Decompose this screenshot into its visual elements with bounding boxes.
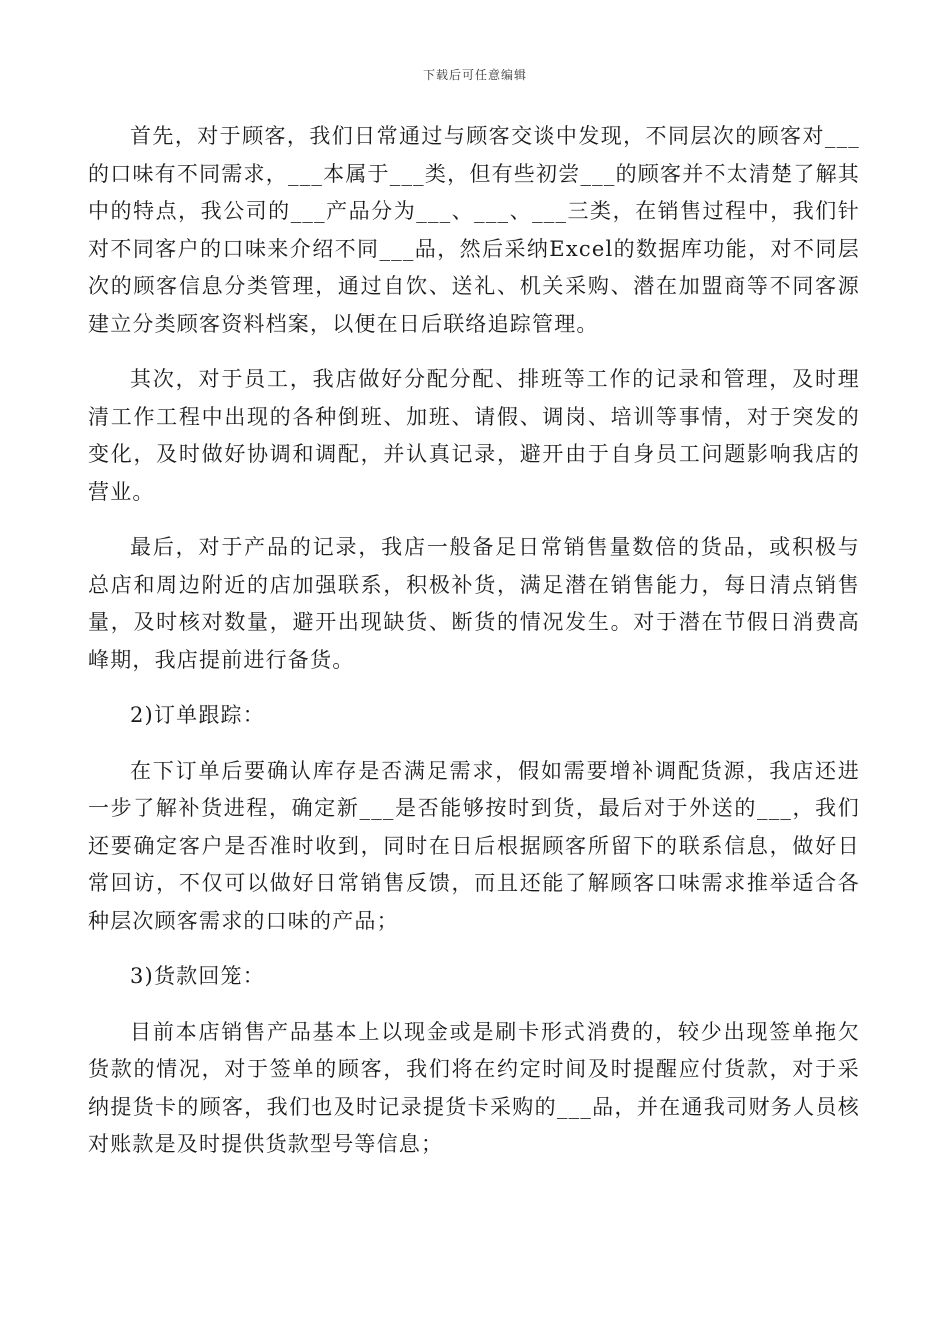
paragraph-customers: 首先，对于顾客，我们日常通过与顾客交谈中发现，不同层次的顾客对___的口味有不同需求，___本属于___类，但有些初尝___的顾客并不太清楚了解其中的特点，我公司的___产品分为___、___、___三类，在销售过程中，我们针对不同客户的口味来介绍不同___品，然后采纳Excel的数据库功能，对不同层次的顾客信息分类管理，通过自饮、送礼、机关采购、潜在加盟商等不同客源建立分类顾客资料档案，以便在日后联络追踪管理。 xyxy=(88,124,860,336)
section-heading-order-tracking: 2)订单跟踪： xyxy=(130,703,265,727)
section-heading-payment-collection: 3)货款回笼： xyxy=(130,964,265,988)
paragraph-order-tracking: 在下订单后要确认库存是否满足需求，假如需要增补调配货源，我店还进一步了解补货进程，确定新___是否能够按时到货，最后对于外送的___，我们还要确定客户是否准时收到，同时在日后根据顾客所留下的联系信息，做好日常回访，不仅可以做好日常销售反馈，而且还能了解顾客口味需求推举适合各种层次顾客需求的口味的产品； xyxy=(88,758,860,933)
paragraph-products: 最后，对于产品的记录，我店一般备足日常销售量数倍的货品，或积极与总店和周边附近的店加强联系，积极补货，满足潜在销售能力，每日清点销售量，及时核对数量，避开出现缺货、断货的情况发生。对于潜在节假日消费高峰期，我店提前进行备货。 xyxy=(88,535,860,672)
paragraph-employees: 其次，对于员工，我店做好分配分配、排班等工作的记录和管理，及时理清工作工程中出现的各种倒班、加班、请假、调岗、培训等事情，对于突发的变化，及时做好协调和调配，并认真记录，避开由于自身员工问题影响我店的营业。 xyxy=(88,367,860,504)
header-note: 下载后可任意编辑 xyxy=(422,68,527,82)
document-body xyxy=(88,118,860,1164)
paragraph-payment-collection: 目前本店销售产品基本上以现金或是刷卡形式消费的，较少出现签单拖欠货款的情况，对于签单的顾客，我们将在约定时间及时提醒应付货款，对于采纳提货卡的顾客，我们也及时记录提货卡采购的___品，并在通我司财务人员核对账款是及时提供货款型号等信息； xyxy=(88,1019,860,1156)
